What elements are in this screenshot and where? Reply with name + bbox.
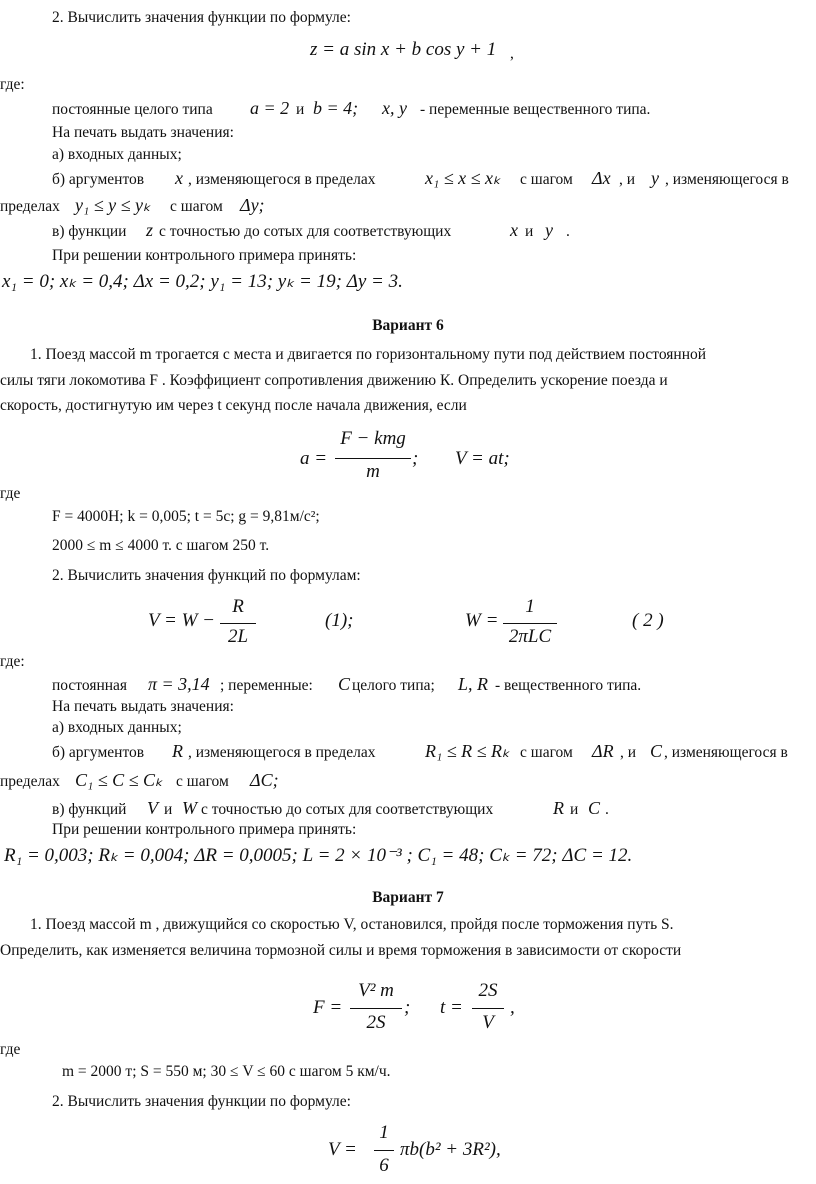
v7-fv-num: 1 [379,1122,389,1143]
v7-ft-bar [472,1008,504,1009]
v6-p1-line3: скорость, достигнутую им через t секунд после начала движения, если [0,397,467,414]
v6-item-c-and1: и [164,801,173,818]
item-a: а) входных данных; [52,146,182,163]
v6-fa-num: F − kmg [340,428,406,449]
where-label: где: [0,76,25,93]
v6-const-pi: π = 3,14 [148,674,210,694]
item-b-range2: y₁ ≤ y ≤ yₖ [75,195,151,215]
v6-f1-bar [220,623,256,624]
print-title: На печать выдать значения: [52,124,234,141]
v6-f1-num: R [232,596,244,617]
item-b-text3: с шагом [520,171,573,188]
v6-item-b-r: R [172,741,183,761]
v6-const-text2: ; переменные: [220,677,313,694]
v6-item-b-text6: пределах [0,773,60,790]
v6-f2-den: 2πLC [508,626,552,647]
item-b-text5: , изменяющегося в [665,171,789,188]
v6-fa-semi: ; [412,448,419,469]
v6-item-b-text2: , изменяющегося в пределах [188,744,376,761]
v6-fv: V = at; [455,448,510,469]
v6-f2-num: 1 [525,596,535,617]
vars: x, y [382,98,407,118]
item-b-text7: с шагом [170,198,223,215]
v6-f1-den: 2L [227,626,249,647]
item-c-text1: в) функции [52,223,127,240]
v7-ff-num: V² m [358,980,394,1001]
v6-f2-tag: ( 2 ) [632,610,664,631]
v7-fv-rhs: πb(b² + 3R²), [400,1139,501,1160]
v7-ff-den: 2S [366,1012,386,1033]
v7-given: m = 2000 т; S = 550 м; 30 ≤ V ≤ 60 с шагом 5 км/ч. [62,1063,391,1080]
v6-item-b-text7: с шагом [176,773,229,790]
v7-where: где [0,1041,21,1058]
v6-const-text3: целого типа; [352,677,435,694]
v6-item-b-text3: с шагом [520,744,573,761]
item-b-text2: , изменяющегося в пределах [188,171,376,188]
v6-item-b-range2: C₁ ≤ C ≤ Cₖ [75,770,163,790]
and-label: и [296,101,305,118]
formula-z: z = a sin x + b cos y + 1 [310,39,497,60]
v7-ff-semi: ; [404,997,411,1018]
v7-fv-den: 6 [379,1155,389,1176]
v6-item-c-v: V [147,798,158,818]
v6-f1-lhs: V = W − [148,610,215,631]
v6-item-b-text1: б) аргументов [52,744,145,761]
v6-const-text: постоянная [52,677,128,694]
v6-item-c-dot: . [605,801,609,818]
v6-item-b-text5: , изменяющегося в [664,744,788,761]
v6-fa-den: m [366,461,380,482]
v7-ft-num: 2S [478,980,498,1001]
variant6-heading: Вариант 6 [372,317,444,334]
v6-item-b-text4: , и [620,744,637,761]
item-b-text6: пределах [0,198,60,215]
v7-ft-den: V [482,1012,494,1033]
v7-ft-lhs: t = [440,997,463,1018]
const-a: a = 2 [250,98,290,118]
v6-where: где [0,485,21,502]
item-b-range: x₁ ≤ x ≤ xₖ [425,168,501,188]
item-c-x: x [510,220,518,240]
v6-where2: где: [0,653,25,670]
item-b-dx: Δx [592,168,611,188]
v6-fa-bar [335,458,411,459]
v6-item-b-c: C [650,741,663,761]
v6-item-c-text2: с точностью до сотых для соответствующих [201,801,494,818]
v6-const-text4: - вещественного типа. [495,677,642,694]
item-b-text4: , и [619,171,636,188]
v6-task2-title: 2. Вычислить значения функций по формулам: [52,567,361,584]
vars-text: - переменные вещественного типа. [420,101,651,118]
v7-ft-comma: , [510,997,515,1018]
v7-ff-bar [350,1008,402,1009]
item-b-x: x [175,168,183,188]
const-b: b = 4; [313,98,359,118]
v6-given1: F = 4000Н; k = 0,005; t = 5с; g = 9,81м/с²; [52,508,320,525]
v6-f2-bar [503,623,557,624]
v6-item-a: а) входных данных; [52,719,182,736]
v7-task2-title: 2. Вычислить значения функции по формуле: [52,1093,351,1110]
v7-fv-lhs: V = [328,1139,357,1160]
v6-item-c-text1: в) функций [52,801,127,818]
v6-f1-tag: (1); [325,610,354,631]
v6-f2-lhs: W = [465,610,499,631]
variant7-heading: Вариант 7 [372,889,444,906]
v6-control-title: При решении контрольного примера принять: [52,821,357,838]
item-b-text1: б) аргументов [52,171,145,188]
v6-control-values: R₁ = 0,003; Rₖ = 0,004; ΔR = 0,0005; L = 2 × 10⁻³ ; C₁ = 48; Cₖ = 72; ΔC = 12. [4,845,633,866]
v6-var-c: C [338,674,351,694]
item-b-y: y [651,168,659,188]
v7-p1-line2: Определить, как изменяется величина тормозной силы и время торможения в зависимости от скорости [0,942,682,959]
v6-item-c-r: R [553,798,564,818]
item-c-y: y [545,220,553,240]
v6-item-b-dc: ΔC; [250,770,279,790]
v7-ff-lhs: F = [313,997,343,1018]
v6-fa-lhs: a = [300,448,328,469]
v6-p1-line1: 1. Поезд массой m трогается с места и двигается по горизонтальному пути под действием постоянной [30,346,707,363]
task2-title: 2. Вычислить значения функции по формуле: [52,9,351,26]
v6-p1-line2: силы тяги локомотива F . Коэффициент сопротивления движению К. Определить ускорение поезда и [0,372,668,389]
const-text: постоянные целого типа [52,101,213,118]
control-title: При решении контрольного примера принять: [52,247,357,264]
formula-comma: , [510,45,514,62]
item-c-and: и [525,223,534,240]
v6-item-c-and2: и [570,801,579,818]
v6-item-b-range: R₁ ≤ R ≤ Rₖ [425,741,510,761]
v6-print-title: На печать выдать значения: [52,698,234,715]
control-values: x₁ = 0; xₖ = 0,4; Δx = 0,2; y₁ = 13; yₖ = 19; Δy = 3. [2,271,403,292]
v7-p1-line1: 1. Поезд массой m , движущийся со скоростью V, остановился, пройдя после торможения путь S. [30,916,674,933]
v6-var-lr: L, R [458,674,489,694]
v6-item-c-c: C [588,798,601,818]
item-b-dy: Δy; [240,195,265,215]
item-c-dot: . [566,223,570,240]
item-c-z: z [146,220,154,240]
item-c-text2: с точностью до сотых для соответствующих [159,223,452,240]
v6-item-c-w: W [182,798,197,818]
v7-fv-bar [374,1150,394,1151]
v6-given2: 2000 ≤ m ≤ 4000 т. с шагом 250 т. [52,537,270,554]
v6-item-b-dr: ΔR [592,741,614,761]
